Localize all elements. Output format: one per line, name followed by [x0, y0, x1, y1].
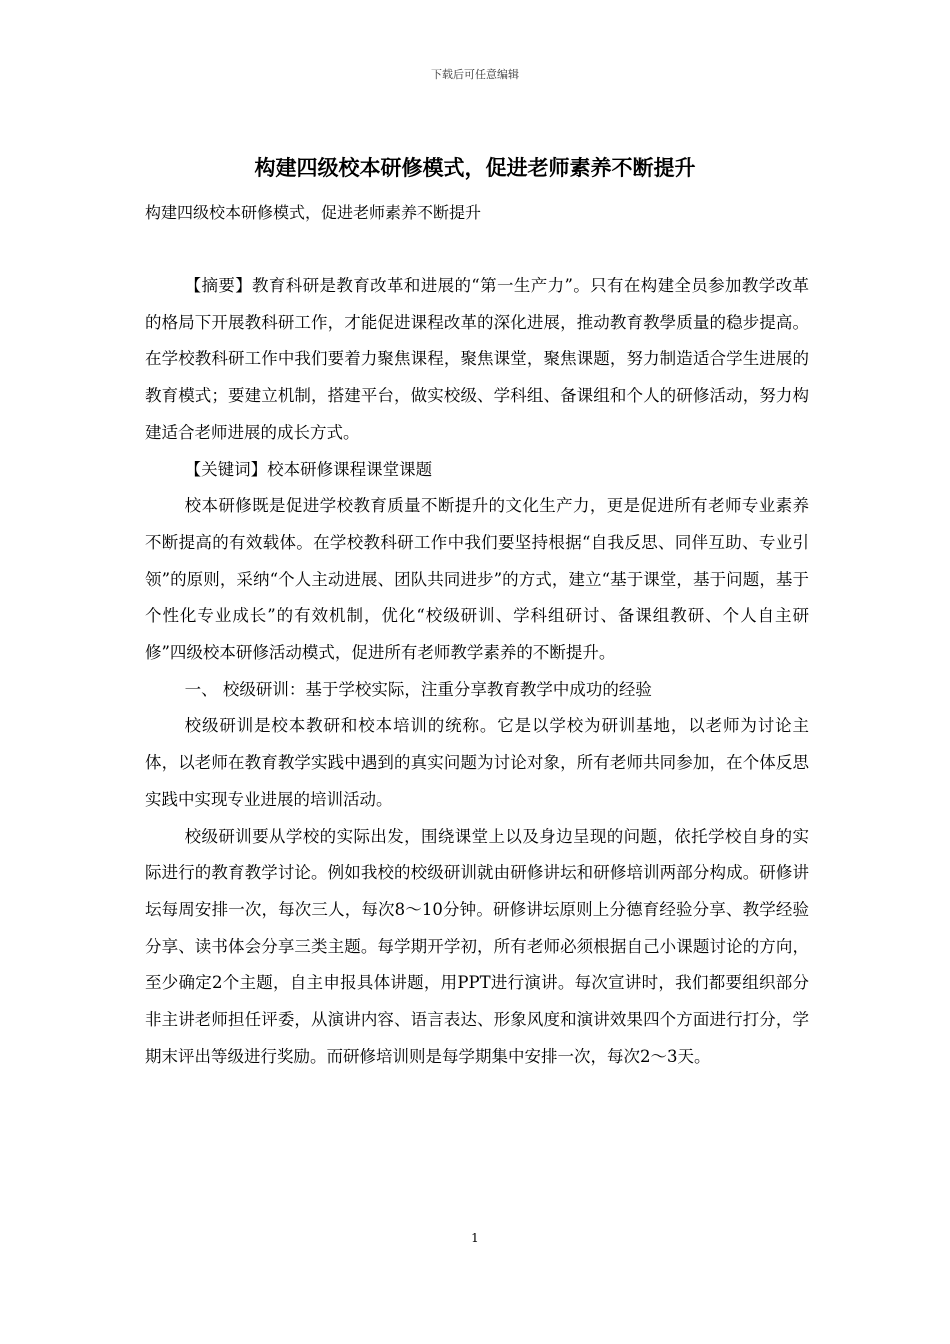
header-note: 下载后可任意编辑: [431, 68, 519, 81]
document-body: [145, 268, 809, 1075]
body-paragraph: 校级研训是校本教研和校本培训的统称。它是以学校为研训基地，以老师为讨论主体，以老师在教育教学实践中遇到的真实问题为讨论对象，所有老师共同参加，在个体反思实践中实现专业进展的培训活动。: [145, 716, 809, 809]
intro-paragraph: 校本研修既是促进学校教育质量不断提升的文化生产力，更是促进所有老师专业素养不断提高的有效载体。在学校教科研工作中我们要坚持根据“自我反思、同伴互助、专业引领”的原则，采纳“个人主动进展、团队共同进步”的方式，建立“基于课堂，基于问题，基于个性化专业成长”的有效机制，优化“校级研训、学科组研讨、备课组教研、个人自主研修”四级校本研修活动模式，促进所有老师教学素养的不断提升。: [145, 496, 809, 663]
abstract-paragraph: 【摘要】教育科研是教育改革和进展的“第一生产力”。只有在构建全员参加教学改革的格局下开展教科研工作，才能促进课程改革的深化进展，推动教育教學质量的稳步提高。在学校教科研工作中我们要着力聚焦课程，聚焦课堂，聚焦课题，努力制造适合学生进展的教育模式；要建立机制，搭建平台，做实校级、学科组、备课组和个人的研修活动，努力构建适合老师进展的成长方式。: [145, 276, 809, 442]
body-paragraph: 校级研训要从学校的实际出发，围绕课堂上以及身边呈现的问题，依托学校自身的实际进行的教育教学讨论。例如我校的校级研训就由研修讲坛和研修培训两部分构成。研修讲坛每周安排一次，每次三人，每次8～10分钟。研修讲坛原则上分德育经验分享、教学经验分享、读书体会分享三类主题。每学期开学初，所有老师必须根据自己小课题讨论的方向，至少确定2个主题，自主申报具体讲题，用PPT进行演讲。每次宣讲时，我们都要组织部分非主讲老师担任评委，从演讲内容、语言表达、形象风度和演讲效果四个方面进行打分，学期末评出等级进行奖励。而研修培训则是每学期集中安排一次，每次2～3天。: [145, 826, 809, 1066]
document-subtitle: 构建四级校本研修模式，促进老师素养不断提升: [145, 203, 482, 222]
section-heading: 一、 校级研训：基于学校实际，注重分享教育教学中成功的经验: [184, 679, 652, 699]
page-number: 1: [471, 1231, 479, 1245]
document-title: 构建四级校本研修模式，促进老师素养不断提升: [254, 155, 696, 180]
keywords-paragraph: 【关键词】校本研修课程课堂课题: [184, 459, 433, 479]
